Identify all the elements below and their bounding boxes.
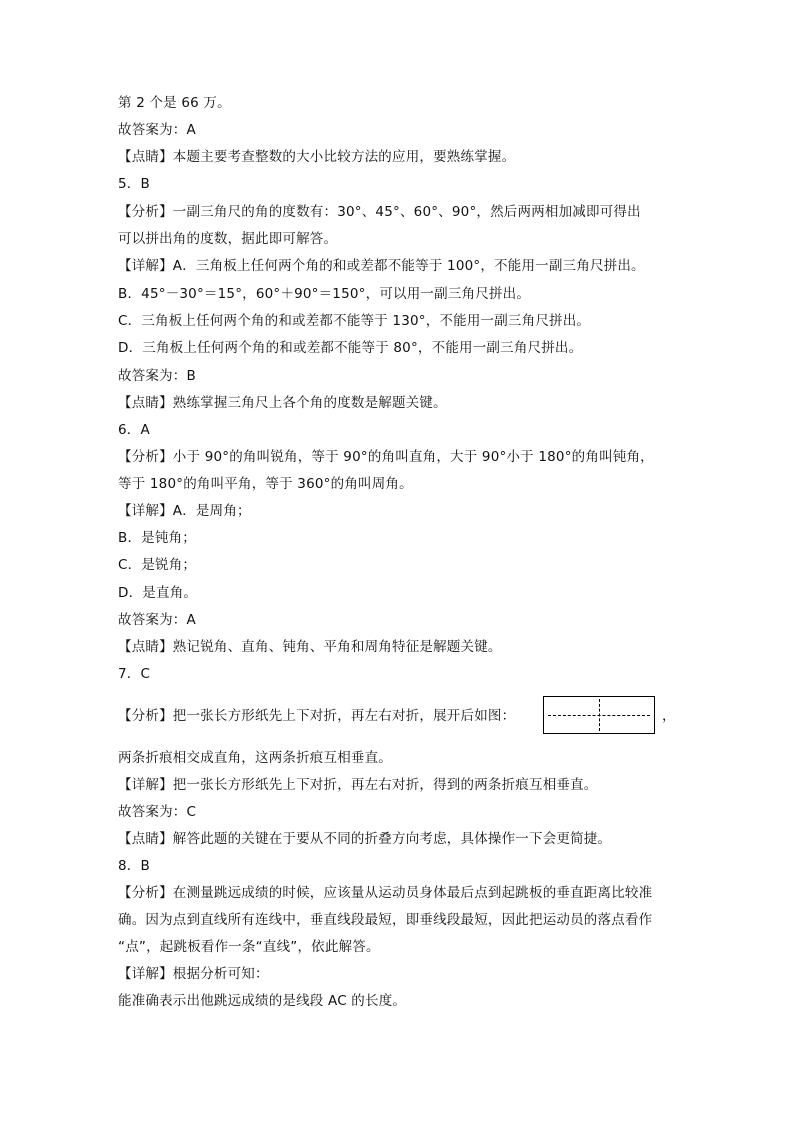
text-line: 【点睛】解答此题的关键在于要从不同的折叠方向考虑，具体操作一下会更简捷。 (118, 831, 612, 847)
text-line: 能准确表示出他跳远成绩的是线段 AC 的长度。 (118, 993, 407, 1009)
text-line: 等于 180°的角叫平角，等于 360°的角叫周角。 (118, 476, 413, 492)
text-line: 可以拼出角的度数，据此即可解答。 (118, 231, 338, 247)
comma-text: ， (662, 708, 676, 724)
text-line: 故答案为：C (118, 804, 197, 820)
text-line: 两条折痕相交成直角，这两条折痕互相垂直。 (118, 750, 392, 766)
text-line: 【分析】把一张长方形纸先上下对折，再左右对折，展开后如图： (118, 708, 516, 724)
text-line: 第 2 个是 66 万。 (118, 95, 231, 111)
question-number: 5．B (118, 176, 150, 192)
text-line: 【分析】一副三角尺的角的度数有：30°、45°、60°、90°，然后两两相加减即可得出 (118, 204, 641, 220)
text-line: 故答案为：B (118, 368, 196, 384)
text-line: B．是钝角； (118, 530, 196, 546)
text-line: 【详解】把一张长方形纸先上下对折，再左右对折，得到的两条折痕互相垂直。 (118, 777, 598, 793)
vertical-fold-line (599, 699, 600, 731)
text-line: 【分析】在测量跳远成绩的时候，应该量从运动员身体最后点到起跳板的垂直距离比较准 (118, 885, 653, 901)
text-line: 【点睛】熟记锐角、直角、钝角、平角和周角特征是解题关键。 (118, 639, 502, 655)
text-line: 【点睛】熟练掌握三角尺上各个角的度数是解题关键。 (118, 395, 447, 411)
text-line: D．三角板上任何两个角的和或差都不能等于 80°，不能用一副三角尺拼出。 (118, 340, 583, 356)
text-line: 【分析】小于 90°的角叫锐角，等于 90°的角叫直角，大于 90°小于 180°的角叫钝角， (118, 449, 654, 465)
text-line: B．45°－30°＝15°，60°＋90°＝150°，可以用一副三角尺拼出。 (118, 286, 531, 302)
text-line: 确。因为点到直线所有连线中，垂直线段最短，即垂线段最短，因此把运动员的落点看作 (118, 912, 653, 928)
text-line: 【详解】A．三角板上任何两个角的和或差都不能等于 100°，不能用一副三角尺拼出。 (118, 258, 645, 274)
text-line: 【详解】根据分析可知： (118, 966, 269, 982)
text-line: D．是直角。 (118, 585, 198, 601)
text-line: 【点睛】本题主要考查整数的大小比较方法的应用，要熟练掌握。 (118, 149, 516, 165)
question-number: 6．A (118, 422, 150, 438)
question-number: 7．C (118, 666, 151, 682)
text-line: 故答案为：A (118, 612, 196, 628)
text-line: C．三角板上任何两个角的和或差都不能等于 130°，不能用一副三角尺拼出。 (118, 313, 591, 329)
text-line: 【详解】A．是周角； (118, 503, 251, 519)
text-line: 故答案为：A (118, 122, 196, 138)
folded-paper-diagram (543, 696, 655, 734)
question-number: 8．B (118, 858, 150, 874)
text-line: C．是锐角； (118, 557, 197, 573)
text-line: “点”，起跳板看作一条“直线”，依此解答。 (118, 939, 380, 955)
